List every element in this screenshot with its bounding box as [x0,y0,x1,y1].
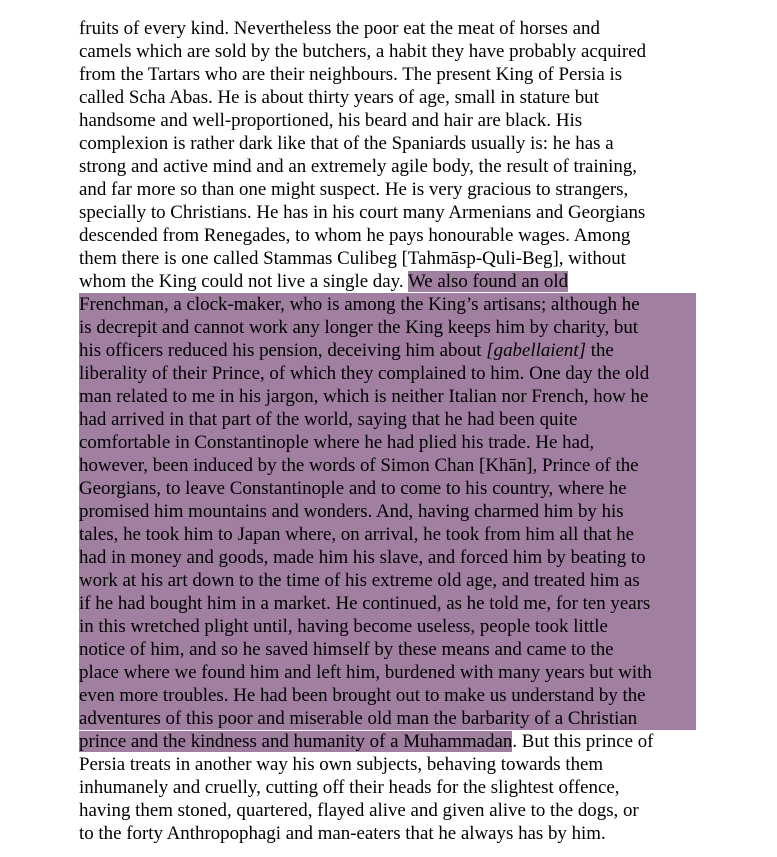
text-line: and far more so than one might suspect. He is very gracious to strangers, [79,179,629,200]
highlighted-line[interactable]: comfortable in Constantinople where he had plied his trade. He had, [79,431,696,454]
plain-segment: whom the King could not live a single day. [79,271,408,292]
text-line: camels which are sold by the butchers, a habit they have probably acquired [79,41,647,62]
text-line: to the forty Anthropophagi and man-eaters that he always has by him. [79,823,606,844]
highlighted-line[interactable]: if he had bought him in a market. He continued, as he told me, for ten years [79,592,696,615]
highlighted-line[interactable]: however, been induced by the words of Simon Chan [Khān], Prince of the [79,454,696,477]
text-line: complexion is rather dark like that of the Spaniards usually is: he has a [79,133,614,154]
highlighted-line[interactable]: is decrepit and cannot work any longer the King keeps him by charity, but [79,316,696,339]
text-line: strong and active mind and an extremely agile body, the result of training, [79,156,637,177]
italic-term: [gabellaient] [486,340,586,361]
closing-transition-line [79,730,699,753]
text-line: them there is one called Stammas Culibeg [Tahmāsp-Quli-Beg], without [79,248,626,269]
highlighted-line[interactable]: tales, he took him to Japan where, on arrival, he took from him all that he [79,523,696,546]
highlight-start-segment[interactable]: We also found an old [407,271,569,292]
text-line: Persia treats in another way his own subjects, behaving towards them [79,754,604,775]
document-text [79,17,699,845]
highlighted-line[interactable]: promised him mountains and wonders. And, having charmed him by his [79,500,696,523]
highlighted-line[interactable]: work at his art down to the time of his extreme old age, and treated him as [79,569,696,592]
text-line: specially to Christians. He has in his court many Armenians and Georgians [79,202,646,223]
text-line: handsome and well-proportioned, his beard and hair are black. His [79,110,583,131]
highlighted-line[interactable]: place where we found him and left him, burdened with many years but with [79,661,696,684]
highlighted-line[interactable]: notice of him, and so he saved himself by these means and came to the [79,638,696,661]
highlighted-line[interactable]: had arrived in that part of the world, saying that he had been quite [79,408,696,431]
highlighted-line[interactable]: Georgians, to leave Constantinople and to come to his country, where he [79,477,696,500]
highlighted-line[interactable]: liberality of their Prince, of which they complained to him. One day the old [79,362,696,385]
text-line: inhumanely and cruelly, cutting off their heads for the slightest offence, [79,777,620,798]
highlighted-line[interactable]: man related to me in his jargon, which is neither Italian nor French, how he [79,385,696,408]
text-line: having them stoned, quartered, flayed alive and given alive to the dogs, or [79,800,639,821]
text-line: fruits of every kind. Nevertheless the poor eat the meat of horses and [79,18,600,39]
highlighted-line[interactable]: had in money and goods, made him his slave, and forced him by beating to [79,546,696,569]
highlight-end-segment[interactable]: prince and the kindness and humanity of a Muhammadan [79,731,513,752]
highlighted-line[interactable]: adventures of this poor and miserable old man the barbarity of a Christian [79,707,696,730]
highlighted-line[interactable]: Frenchman, a clock-maker, who is among the King’s artisans; although he [79,293,696,316]
highlighted-line-italic[interactable] [79,339,696,362]
highlighted-line[interactable]: in this wretched plight until, having become useless, people took little [79,615,696,638]
italic-line-before: his officers reduced his pension, deceiving him about [79,340,487,361]
highlighted-line[interactable]: even more troubles. He had been brought out to make us understand by the [79,684,696,707]
text-line: from the Tartars who are their neighbours. The present King of Persia is [79,64,623,85]
text-line: called Scha Abas. He is about thirty years of age, small in stature but [79,87,599,108]
plain-segment: . But this prince of [512,731,654,752]
italic-line-after: the [585,340,614,361]
transition-line [79,270,699,293]
text-line: descended from Renegades, to whom he pays honourable wages. Among [79,225,631,246]
